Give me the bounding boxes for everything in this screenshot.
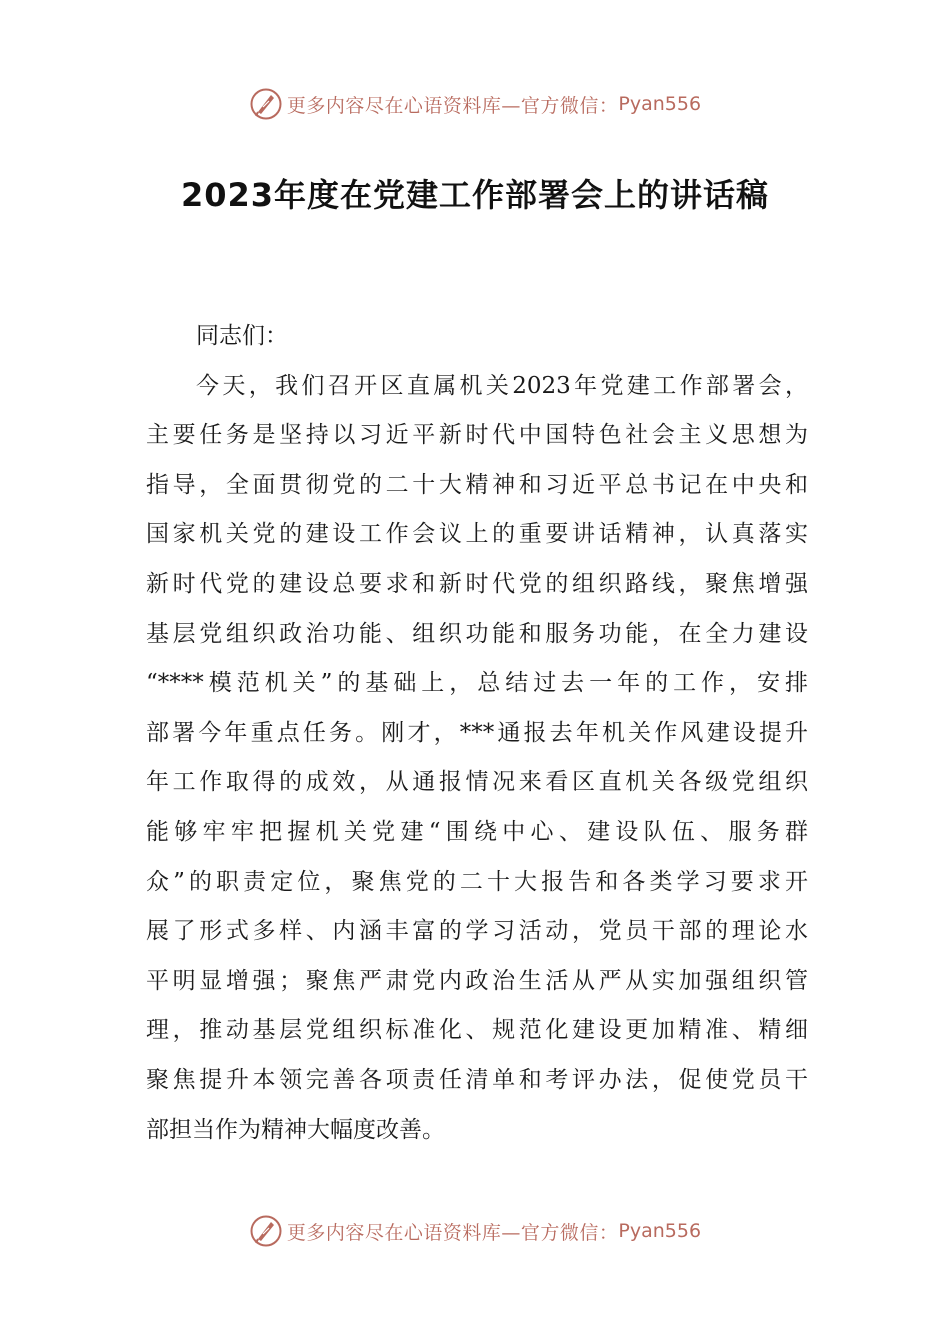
footer-banner [0,1211,950,1251]
salutation: 同志们： [196,323,288,349]
paragraph-line: 新时代党的建设总要求和新时代党的组织路线，聚焦增强 [146,570,808,597]
paragraph-line: 部署今年重点任务。刚才，***通报去年机关作风建设提升 [146,719,808,746]
document-title: 2023年度在党建工作部署会上的讲话稿 [180,176,770,214]
paragraph-line: 能够牢牢把握机关党建“围绕中心、建设队伍、服务群 [146,818,808,845]
paragraph-line: 展了形式多样、内涵丰富的学习活动，党员干部的理论水 [146,918,808,945]
banner-wechat-id: Pyan556 [618,93,702,115]
header-banner [0,84,950,124]
paragraph-line: 年工作取得的成效，从通报情况来看区直机关各级党组织 [146,769,808,796]
document-body [146,312,808,1155]
opening-paragraph [146,362,808,1156]
paragraph-line: 国家机关党的建设工作会议上的重要讲话精神，认真落实 [146,521,808,548]
paragraph-line: 主要任务是坚持以习近平新时代中国特色社会主义思想为 [146,422,808,449]
paragraph-line: 聚焦提升本领完善各项责任清单和考评办法，促使党员干 [146,1066,808,1093]
quill-pen-logo-icon [249,1214,283,1248]
banner-wechat-id: Pyan556 [618,1220,702,1242]
paragraph-line: 平明显增强；聚焦严肃党内政治生活从严从实加强组织管 [146,967,808,994]
paragraph-line: 众”的职责定位，聚焦党的二十大报告和各类学习要求开 [146,868,808,895]
paragraph-line: 今天，我们召开区直属机关2023年党建工作部署会， [196,372,808,399]
banner-slogan: 更多内容尽在心语资料库—官方微信： [286,94,619,117]
paragraph-line: 理，推动基层党组织标准化、规范化建设更加精准、精细 [146,1017,808,1044]
banner-slogan: 更多内容尽在心语资料库—官方微信： [286,1221,619,1244]
paragraph-line: 指导，全面贯彻党的二十大精神和习近平总书记在中央和 [146,471,808,498]
paragraph-line: 基层党组织政治功能、组织功能和服务功能，在全力建设 [146,620,808,647]
paragraph-line: “****模范机关”的基础上，总结过去一年的工作，安排 [146,670,808,697]
paragraph-line: 部担当作为精神大幅度改善。 [146,1116,445,1143]
quill-pen-logo-icon [249,87,283,121]
